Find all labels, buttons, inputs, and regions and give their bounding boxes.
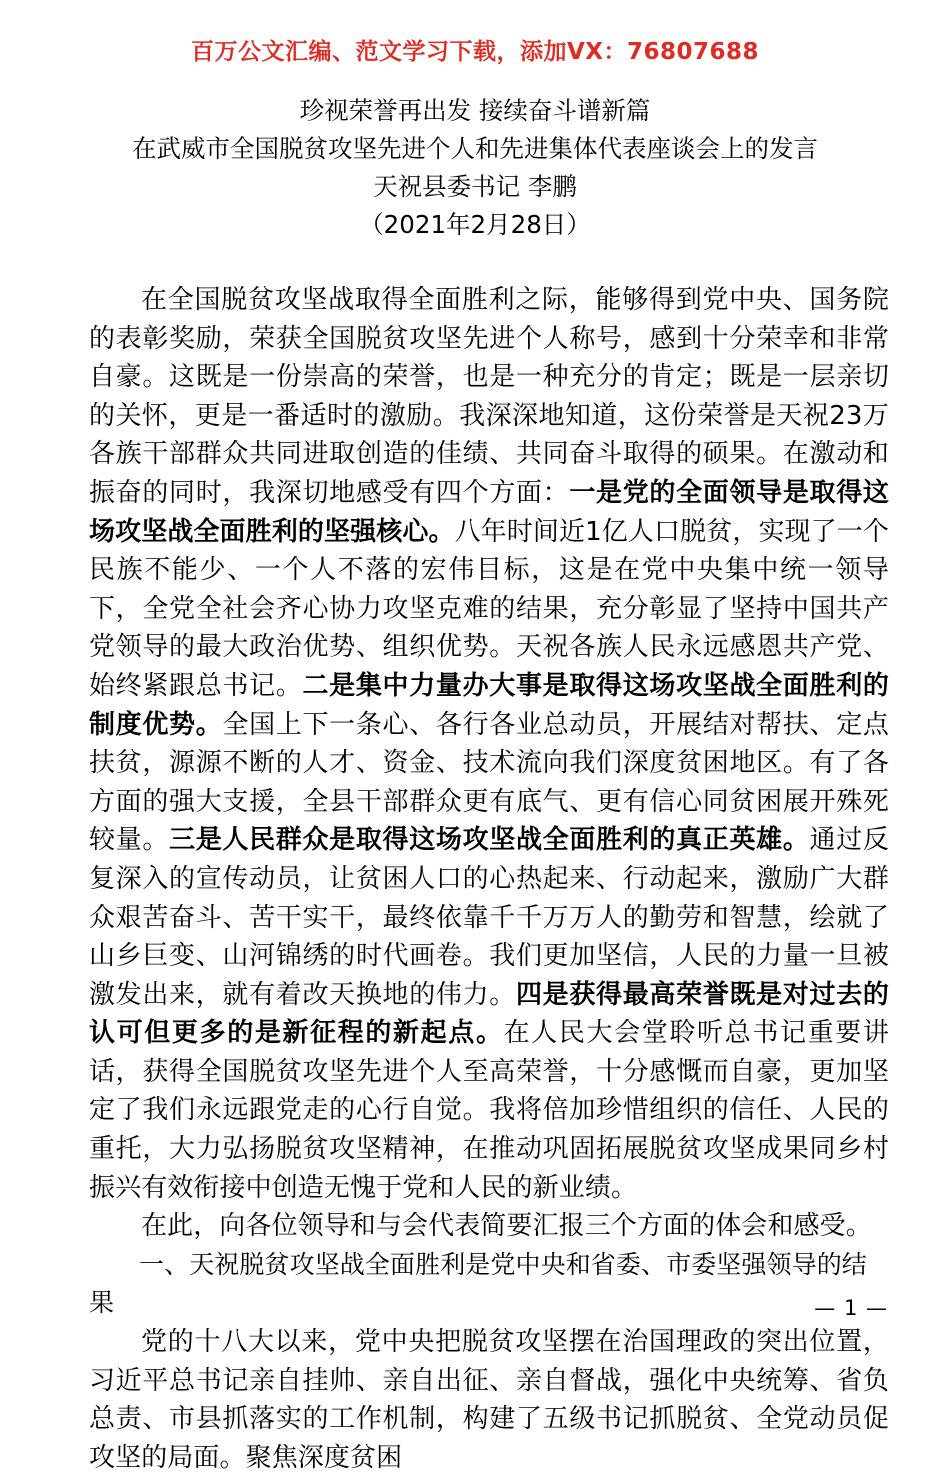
- emphasis-run: 一是党的全面领导是取得这场攻坚战全面胜利的坚强核心。: [89, 477, 889, 547]
- page-number: — 1 —: [814, 1296, 888, 1320]
- text-run: 通过反复深入的宣传动员，让贫困人口的心热起来、行动起来，激励广大群众艰苦奋斗、苦干实干，最终依靠千千万万人的勤劳和智慧，绘就了山乡巨变、山河锦绣的时代画卷。我们更加坚信，人民的力量一旦被激发出来，就有着改天换地的伟力。: [89, 825, 889, 1010]
- promo-banner: 百万公文汇编、范文学习下载，添加VX：76807688: [190, 39, 760, 65]
- paragraph-2: 在此，向各位领导和与会代表简要汇报三个方面的体会和感受。: [141, 1211, 872, 1242]
- document-title-main: 珍视荣誉再出发 接续奋斗谱新篇: [299, 96, 651, 125]
- document-date: （2021年2月28日）: [359, 210, 591, 239]
- section-heading-1: 一、天祝脱贫攻坚战全面胜利是党中央和省委、市委坚强领导的结果: [89, 1249, 867, 1318]
- emphasis-run: 二是集中力量办大事是取得这场攻坚战全面胜利的制度优势。: [89, 670, 889, 740]
- text-run: 在人民大会堂聆听总书记重要讲话，获得全国脱贫攻坚先进个人至高荣誉，十分感慨而自豪，更加坚定了我们永远跟党走的心行自觉。我将倍加珍惜组织的信任、人民的重托，大力弘扬脱贫攻坚精神，在推动巩固拓展脱贫攻坚成果同乡村振兴有效衔接中创造无愧于党和人民的新业绩。: [89, 1018, 889, 1203]
- emphasis-run: 四是获得最高荣誉既是对过去的认可但更多的是新征程的新起点。: [89, 979, 889, 1049]
- document-author: 天祝县委书记 李鹏: [373, 172, 577, 201]
- text-run: 全国上下一条心、各行各业总动员，开展结对帮扶、定点扶贫，源源不断的人才、资金、技术流向我们深度贫困地区。有了各方面的强大支援，全县干部群众更有底气、更有信心同贫困展开殊死较量。: [89, 709, 889, 856]
- emphasis-run: 三是人民群众是取得这场攻坚战全面胜利的真正英雄。: [169, 825, 810, 856]
- text-run: 八年时间近1亿人口脱贫，实现了一个民族不能少、一个人不落的宏伟目标，这是在党中央集中统一领导下，全党全社会齐心协力攻坚克难的结果，充分彰显了坚持中国共产党领导的最大政治优势、组织优势。天祝各族人民永远感恩共产党、始终紧跟总书记。: [89, 516, 889, 701]
- document-title-subtitle: 在武威市全国脱贫攻坚先进个人和先进集体代表座谈会上的发言: [132, 134, 818, 163]
- paragraph-3: 党的十八大以来，党中央把脱贫攻坚摆在治国理政的突出位置，习近平总书记亲自挂帅、亲自出征、亲自督战，强化中央统筹、省负总责、市县抓落实的工作机制，构建了五级书记抓脱贫、全党动员促攻坚的局面。聚焦深度贫困: [89, 1327, 889, 1473]
- text-run: 在全国脱贫攻坚战取得全面胜利之际，能够得到党中央、国务院的表彰奖励，荣获全国脱贫攻坚先进个人称号，感到十分荣幸和非常自豪。这既是一份崇高的荣誉，也是一种充分的肯定；既是一层亲切的关怀，更是一番适时的激励。我深深地知道，这份荣誉是天祝23万各族干部群众共同进取创造的佳绩、共同奋斗取得的硕果。在激动和振奋的同时，我深切地感受有四个方面：: [89, 285, 889, 508]
- title-block: [0, 92, 950, 244]
- paragraph-1: [89, 281, 889, 1207]
